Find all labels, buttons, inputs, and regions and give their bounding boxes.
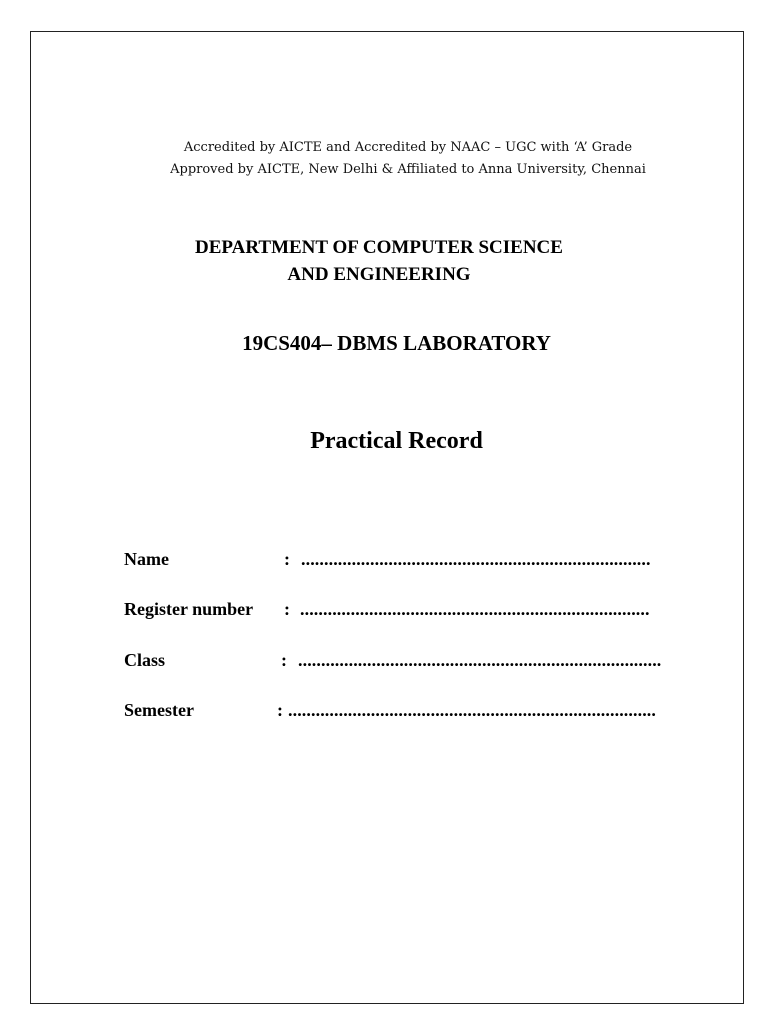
name-label: Name xyxy=(124,549,169,569)
record-title: Practical Record xyxy=(310,428,483,454)
accreditation-line-2: Approved by AICTE, New Delhi & Affiliated to Anna University, Chennai xyxy=(170,162,646,177)
name-colon: : xyxy=(284,549,290,569)
register-number-blank-line: ............................................................................ xyxy=(300,599,650,619)
class-blank-line: ............................................................................... xyxy=(298,650,662,670)
department-title-line-1: DEPARTMENT OF COMPUTER SCIENCE xyxy=(195,237,563,258)
class-colon: : xyxy=(281,650,287,670)
semester-colon: : xyxy=(277,700,283,720)
register-number-colon: : xyxy=(284,599,290,619)
accreditation-line-1: Accredited by AICTE and Accredited by NAAC – UGC with ‘A’ Grade xyxy=(183,140,633,155)
register-number-label: Register number xyxy=(124,599,254,619)
name-blank-line: ............................................................................ xyxy=(301,549,651,569)
course-title: 19CS404– DBMS LABORATORY xyxy=(242,331,551,355)
class-label: Class xyxy=(124,650,166,670)
semester-blank-line: ................................................................................ xyxy=(288,700,656,720)
department-title-line-2: AND ENGINEERING xyxy=(287,264,471,285)
semester-label: Semester xyxy=(124,700,194,720)
